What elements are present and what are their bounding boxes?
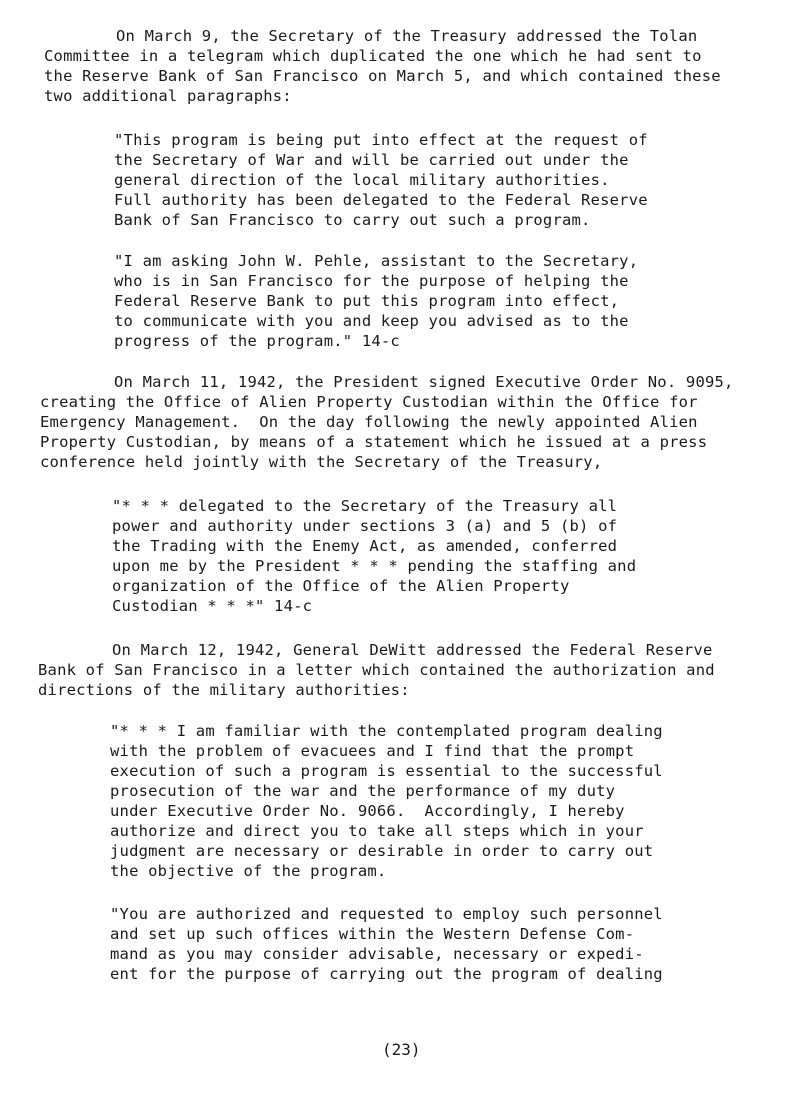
text-line: Bank of San Francisco in a letter which contained the authorization and (38, 661, 715, 679)
quote-line: "You are authorized and requested to employ such personnel (110, 905, 663, 923)
quote-line: organization of the Office of the Alien Property (112, 577, 570, 595)
quote-line: authorize and direct you to take all steps which in your (110, 822, 644, 840)
quote-line: "* * * I am familiar with the contemplated program dealing (110, 722, 663, 740)
quote-line: the Trading with the Enemy Act, as amended, conferred (112, 537, 618, 555)
text-line: the Reserve Bank of San Francisco on March 5, and which contained these (44, 67, 721, 85)
quote-line: "I am asking John W. Pehle, assistant to the Secretary, (114, 252, 639, 270)
quote-line: power and authority under sections 3 (a) and 5 (b) of (112, 517, 618, 535)
quote-line: progress of the program." 14-c (114, 332, 400, 350)
text-line: conference held jointly with the Secretary of the Treasury, (40, 453, 603, 471)
quote-line: and set up such offices within the Western Defense Com- (110, 925, 635, 943)
text-line: On March 11, 1942, the President signed Executive Order No. 9095, (114, 373, 734, 391)
quote-line: the objective of the program. (110, 862, 387, 880)
quote-line: mand as you may consider advisable, necessary or expedi- (110, 945, 644, 963)
text-line: Property Custodian, by means of a statement which he issued at a press (40, 433, 708, 451)
quote-line: with the problem of evacuees and I find that the prompt (110, 742, 635, 760)
text-line: On March 9, the Secretary of the Treasury addressed the Tolan (116, 27, 698, 45)
text-line: On March 12, 1942, General DeWitt addressed the Federal Reserve (112, 641, 713, 659)
quote-line: Full authority has been delegated to the Federal Reserve (114, 191, 648, 209)
quote-line: who is in San Francisco for the purpose of helping the (114, 272, 629, 290)
text-line: creating the Office of Alien Property Custodian within the Office for (40, 393, 698, 411)
quote-line: prosecution of the war and the performance of my duty (110, 782, 616, 800)
quote-line: "* * * delegated to the Secretary of the Treasury all (112, 497, 618, 515)
quote-line: general direction of the local military authorities. (114, 171, 610, 189)
quote-line: judgment are necessary or desirable in order to carry out (110, 842, 654, 860)
quote-line: execution of such a program is essential to the successful (110, 762, 663, 780)
quote-line: to communicate with you and keep you advised as to the (114, 312, 629, 330)
quote-line: Federal Reserve Bank to put this program into effect, (114, 292, 620, 310)
quote-line: "This program is being put into effect at the request of (114, 131, 648, 149)
quote-line: Bank of San Francisco to carry out such a program. (114, 211, 591, 229)
text-line: two additional paragraphs: (44, 87, 292, 105)
text-line: Committee in a telegram which duplicated the one which he had sent to (44, 47, 702, 65)
quote-line: ent for the purpose of carrying out the program of dealing (110, 965, 663, 983)
quote-line: the Secretary of War and will be carried out under the (114, 151, 629, 169)
quote-line: Custodian * * *" 14-c (112, 597, 313, 615)
quote-line: under Executive Order No. 9066. Accordingly, I hereby (110, 802, 625, 820)
text-line: directions of the military authorities: (38, 681, 410, 699)
text-line: Emergency Management. On the day following the newly appointed Alien (40, 413, 698, 431)
page-number: (23) (382, 1040, 421, 1059)
quote-line: upon me by the President * * * pending the staffing and (112, 557, 637, 575)
